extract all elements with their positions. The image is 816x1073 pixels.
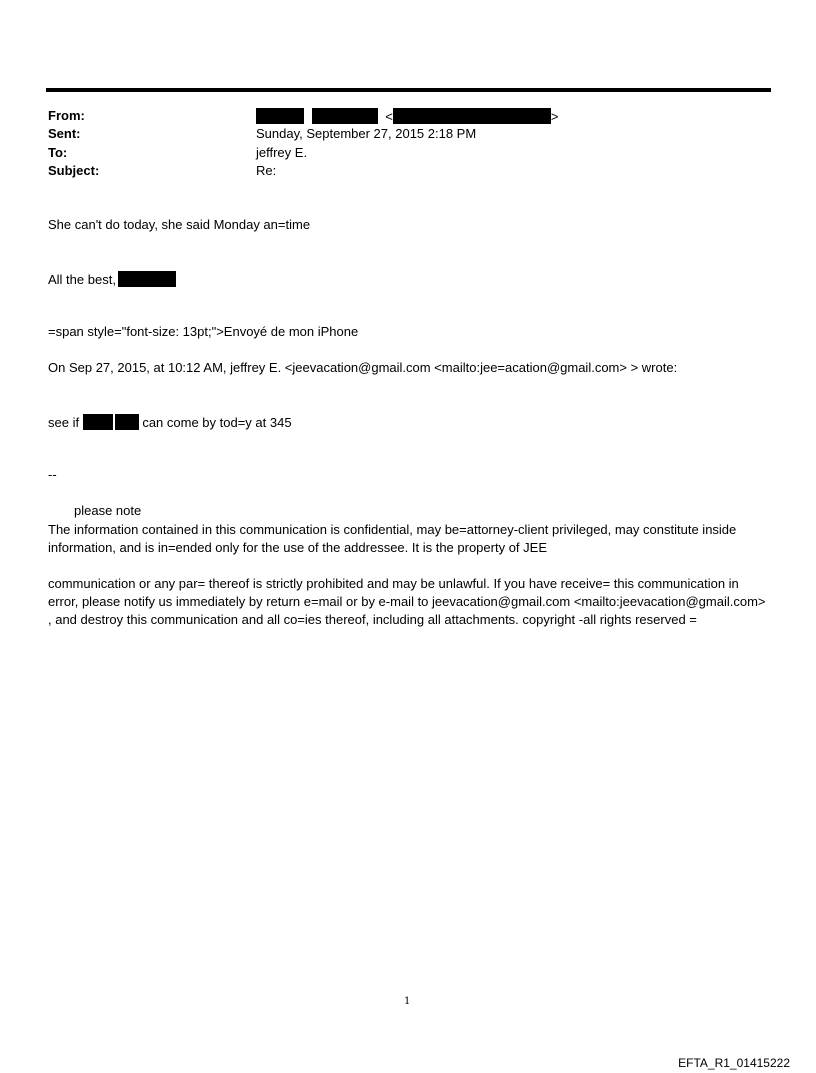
page-number: 1 bbox=[404, 996, 411, 1007]
redaction-block bbox=[115, 414, 139, 430]
see-if-text: see if bbox=[48, 415, 80, 430]
body-line: She can't do today, she said Monday an=time bbox=[48, 217, 311, 232]
redaction-block bbox=[118, 271, 176, 287]
redaction-block bbox=[312, 108, 378, 124]
to-label: To: bbox=[48, 145, 68, 160]
bates-number: EFTA_R1_01415222 bbox=[678, 1056, 790, 1070]
from-value bbox=[256, 108, 558, 124]
signoff-text: All the best, bbox=[48, 272, 116, 287]
header-rule bbox=[46, 88, 771, 92]
signoff-line bbox=[48, 271, 176, 287]
from-angle-close: > bbox=[550, 109, 559, 124]
to-value: jeffrey E. bbox=[256, 145, 308, 160]
see-if-rest: can come by tod=y at 345 bbox=[142, 415, 292, 430]
from-label: From: bbox=[48, 108, 85, 123]
signature-separator: -- bbox=[48, 467, 57, 482]
redaction-block bbox=[393, 108, 551, 124]
subject-label: Subject: bbox=[48, 163, 100, 178]
from-angle-open: < bbox=[385, 109, 393, 124]
disclaimer-paragraph-2: communication or any par= thereof is strictly prohibited and may be unlawful. If you have receive= this communication in error, please notify us immediately by return e=mail or by e-mail to jeevacation@gmail.com <mailto:jeevacation@gmail.com> , and destroy this communication and all co=ies thereof, including all attachments. copyright -all rights reserved = bbox=[48, 576, 766, 627]
redaction-block bbox=[83, 414, 113, 430]
disclaimer-paragraph-1: The information contained in this communication is confidential, may be=attorney-client privileged, may constitute inside information, and is in=ended only for the use of the addressee. It is the property of JEE bbox=[48, 522, 737, 555]
redaction-block bbox=[256, 108, 304, 124]
quoted-header: On Sep 27, 2015, at 10:12 AM, jeffrey E. <jeevacation@gmail.com <mailto:jee=acation@gmail.com> > wrote: bbox=[48, 360, 678, 375]
sent-value: Sunday, September 27, 2015 2:18 PM bbox=[256, 126, 477, 141]
see-if-line bbox=[48, 414, 292, 430]
span-line: =span style="font-size: 13pt;">Envoyé de mon iPhone bbox=[48, 324, 359, 339]
please-note: please note bbox=[74, 503, 142, 518]
sent-label: Sent: bbox=[48, 126, 81, 141]
subject-value: Re: bbox=[256, 163, 277, 178]
